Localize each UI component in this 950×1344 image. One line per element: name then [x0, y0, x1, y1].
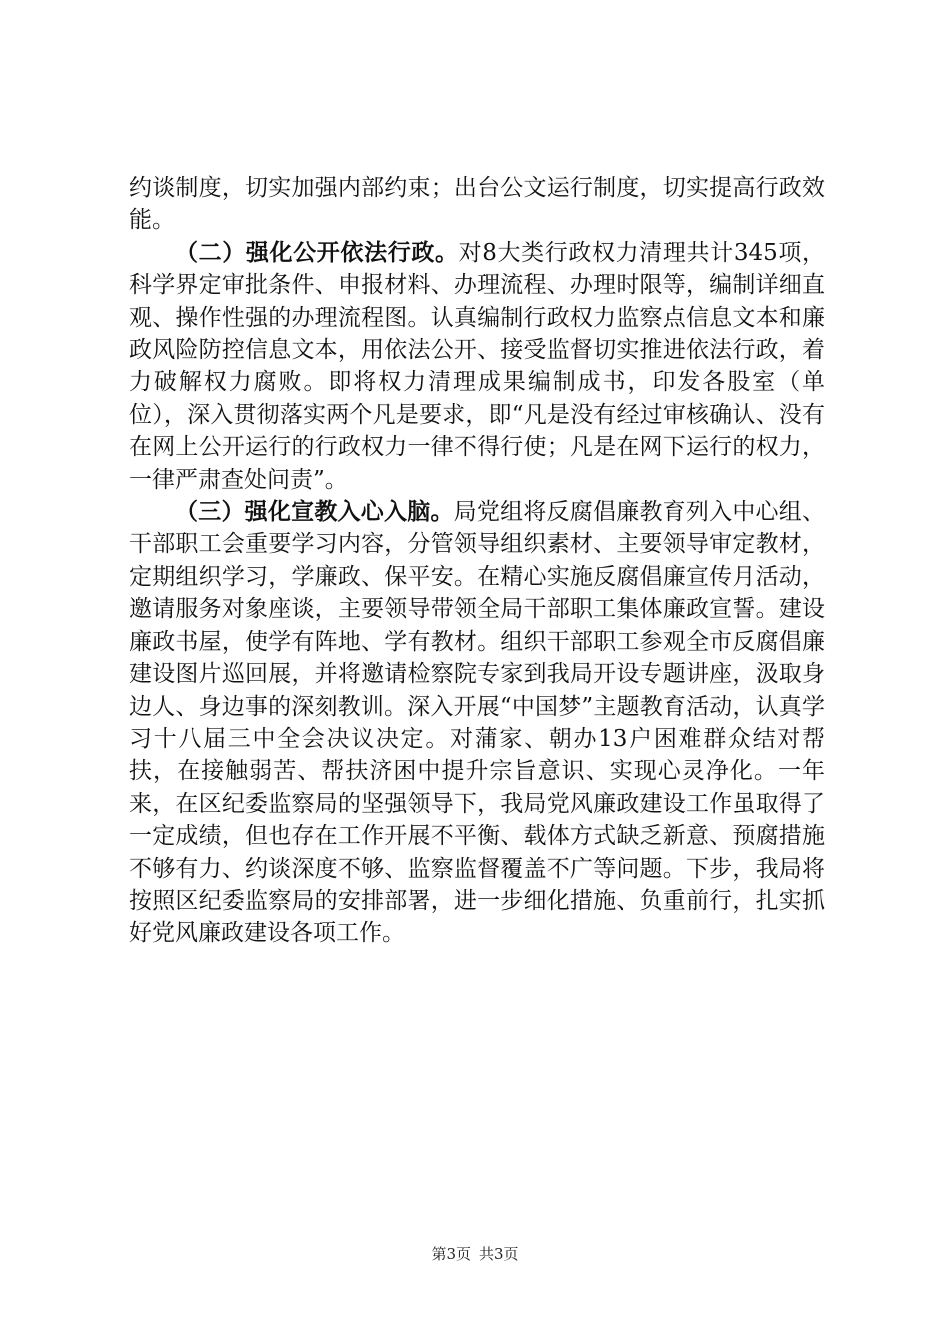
paragraph-continuation: [129, 172, 825, 237]
paragraph-text: 约谈制度，切实加强内部约束；出台公文运行制度，切实提高行政效能。: [129, 175, 825, 234]
section-heading-two: （二）强化公开依法行政。: [175, 239, 459, 266]
section-heading-three: （三）强化宣教入心入脑。: [175, 499, 454, 526]
page-footer: [0, 1244, 950, 1264]
paragraph-text: 对8大类行政权力清理共计345项，科学界定审批条件、申报材料、办理流程、办理时限等，编制详细直观、操作性强的办理流程图。认真编制行政权力监察点信息文本和廉政风险防控信息文本，用依法公开、接受监督切实推进依法行政，着力破解权力腐败。即将权力清理成果编制成书，印发各股室（单位），深入贯彻落实两个凡是要求，即“凡是没有经过审核确认、没有在网上公开运行的行政权力一律不得行使；凡是在网下运行的权力，一律严肃查处问责”。: [129, 239, 825, 493]
document-body: [129, 172, 825, 950]
paragraph-text: 局党组将反腐倡廉教育列入中心组、干部职工会重要学习内容，分管领导组织素材、主要领导审定教材，定期组织学习，学廉政、保平安。在精心实施反腐倡廉宣传月活动，邀请服务对象座谈，主要领导带领全局干部职工集体廉政宣誓。建设廉政书屋，使学有阵地、学有教材。组织干部职工参观全市反腐倡廉建设图片巡回展，并将邀请检察院专家到我局开设专题讲座，汲取身边人、身边事的深刻教训。深入开展“中国梦”主题教育活动，认真学习十八届三中全会决议决定。对蒲家、朝办13户困难群众结对帮扶，在接触弱苦、帮扶济困中提升宗旨意识、实现心灵净化。一年来，在区纪委监察局的坚强领导下，我局党风廉政建设工作虽取得了一定成绩，但也存在工作开展不平衡、载体方式缺乏新意、预腐措施不够有力、约谈深度不够、监察监督覆盖不广等问题。下步，我局将按照区纪委监察局的安排部署，进一步细化措施、负重前行，扎实抓好党风廉政建设各项工作。: [129, 499, 826, 947]
page-number: 第3页: [431, 1245, 471, 1263]
paragraph-section-two: [129, 237, 825, 496]
paragraph-section-three: [129, 496, 825, 950]
page-total: 共3页: [479, 1245, 519, 1263]
